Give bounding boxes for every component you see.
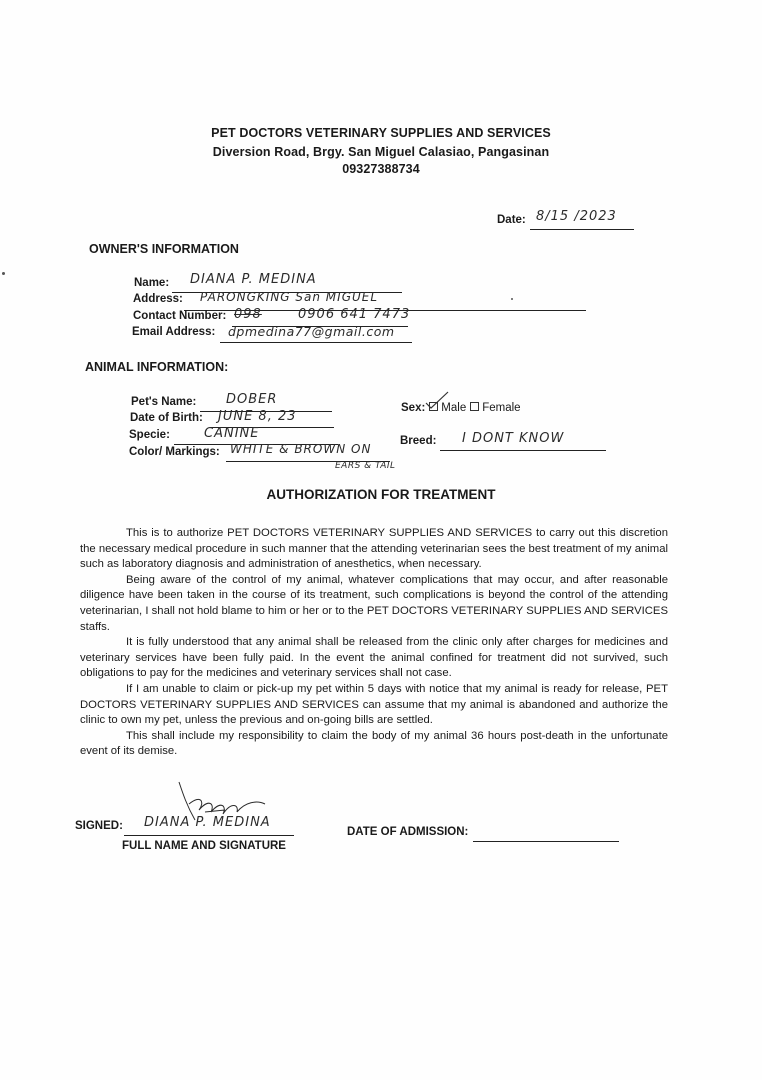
scan-mark [2,272,5,275]
sex-field [401,402,521,414]
paragraph-5: This shall include my responsibility to claim the body of my animal 36 hours post-death in the unfortunate event of its demise. [80,729,668,758]
email-label: Email Address: [132,326,216,338]
contact-value: 0906 641 7473 [298,307,411,322]
breed-value: I DONT KNOW [462,431,565,446]
admission-line [473,841,619,842]
name-label: Name: [134,277,170,289]
contact-label: Contact Number: [133,310,227,322]
pet-name-label: Pet's Name: [131,396,197,408]
date-line [530,229,634,230]
name-value: DIANA P. MEDINA [190,272,317,287]
company-phone: 09327388734 [342,162,420,176]
animal-heading: ANIMAL INFORMATION: [85,360,229,374]
male-check-icon [424,391,450,409]
address-value: PARONGKING San MIGUEL [200,290,379,304]
signed-value: DIANA P. MEDINA [144,815,271,830]
female-label: Female [482,402,521,414]
paragraph-3: It is fully understood that any animal shall be released from the clinic only after charges for medicines and veterinary services have been fully paid. In the event the animal confined for treatment did not survived, such obligations to pay for the medicines and veterinary services shall not case. [80,636,668,680]
female-checkbox [470,402,479,411]
dob-label: Date of Birth: [130,412,203,424]
address-label: Address: [133,293,183,305]
signed-label: SIGNED: [75,820,123,832]
color-value-2: EARS & TAIL [335,461,396,471]
date-value: 8/15 /2023 [536,209,617,224]
paragraph-2: Being aware of the control of my animal, whatever complications that may occur, and after reasonable diligence have been taken in the course of its treatment, such complications is beyond the control of the attending veterinarian, I shall not hold blame to him or her or to the PET DOCTORS VETERINARY SUPPLIES AND SERVICES staffs. [80,573,668,633]
color-label: Color/ Markings: [129,446,220,458]
owner-heading: OWNER'S INFORMATION [89,242,239,256]
color-value: WHITE & BROWN ON [230,442,372,456]
date-label: Date: [497,214,526,226]
authorization-title: AUTHORIZATION FOR TREATMENT [266,487,496,502]
company-name: PET DOCTORS VETERINARY SUPPLIES AND SERVICES [211,126,551,140]
specie-value: CANINE [204,426,260,441]
paragraph-4: If I am unable to claim or pick-up my pet within 5 days with notice that my animal is ready for release, PET DOCTORS VETERINARY SUPPLIES AND SERVICES can assume that my animal is abandoned and authorize the clinic to own my pet, unless the previous and on-going bills are settled. [80,682,668,727]
admission-label: DATE OF ADMISSION: [347,826,469,838]
email-value: dpmedina77@gmail.com [228,324,395,339]
paragraph-1: This is to authorize PET DOCTORS VETERINARY SUPPLIES AND SERVICES to carry out this discretion the necessary medical procedure in such manner that the attending veterinarian sees the best treatment of my animal such as laboratory diagnosis and administration of anesthetics, when necessary. [80,527,668,571]
breed-line [440,450,606,451]
specie-label: Specie: [129,429,170,441]
breed-label: Breed: [400,435,437,447]
contact-struck: 098 [234,307,262,322]
signed-caption: FULL NAME AND SIGNATURE [122,840,286,852]
dob-value: JUNE 8, 23 [218,409,297,424]
email-line [220,342,412,343]
scan-mark [511,298,513,300]
sex-label: Sex: [401,402,426,414]
signed-line [124,835,294,836]
pet-name-value: DOBER [226,392,278,407]
authorization-text [80,526,668,760]
male-label: Male [441,402,467,414]
company-address: Diversion Road, Brgy. San Miguel Calasiao, Pangasinan [212,145,550,159]
